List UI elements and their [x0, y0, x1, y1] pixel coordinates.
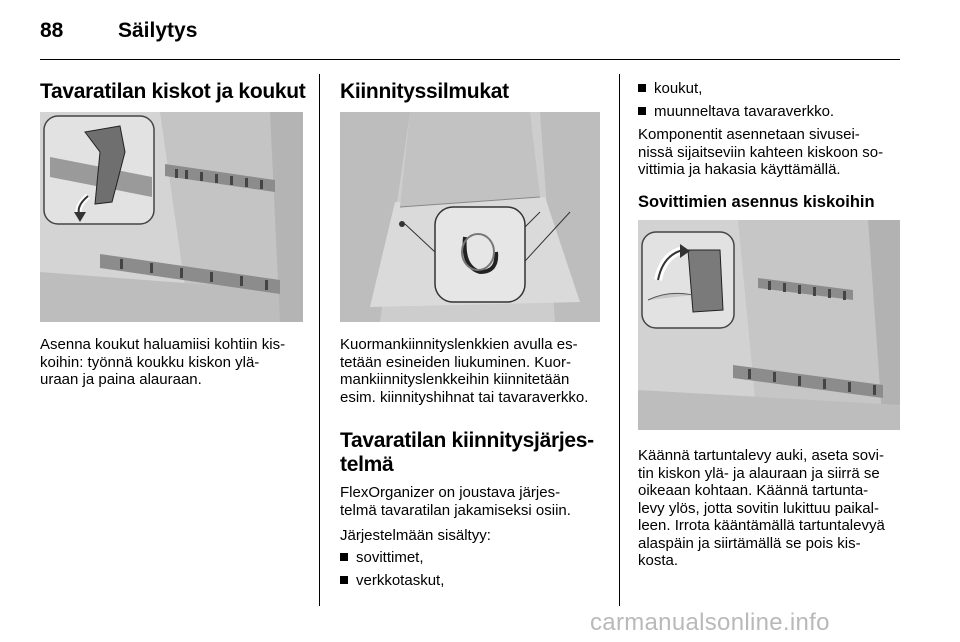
rails-hooks-heading: Tavaratilan kiskot ja koukut: [40, 80, 306, 103]
text-line: Komponentit asennetaan sivusei-: [638, 126, 860, 143]
list-item-text: verkkotaskut,: [356, 571, 445, 589]
text-line: uraan ja paina alauraan.: [40, 371, 202, 388]
rails-hooks-paragraph: [40, 336, 285, 389]
rails-hooks-figure: [40, 112, 303, 322]
components-install-paragraph: [638, 126, 883, 179]
text-line: tin kiskon ylä- ja alauraan ja siirrä se: [638, 464, 880, 482]
bullet-square-icon: [638, 84, 646, 92]
text-line: vittimia ja hakasia käyttämällä.: [638, 161, 841, 178]
heading-line: Tavaratilan kiinnitysjärjes-: [340, 429, 594, 452]
text-line: mankiinnityslenkkeihin kiinnitetään: [340, 371, 570, 388]
text-line: kosta.: [638, 552, 679, 569]
list-item: [638, 103, 834, 126]
adapter-fitting-paragraph: [638, 447, 885, 570]
lashing-eyes-drawing: [340, 112, 600, 322]
adapter-fitting-drawing: [638, 220, 900, 430]
text-line: tetään esineiden liukuminen. Kuor-: [340, 353, 571, 371]
text-line: leen. Irrota kääntämällä tartuntalevyä: [638, 517, 885, 534]
bullet-square-icon: [340, 553, 348, 561]
lashing-eyes-heading: Kiinnityssilmukat: [340, 80, 509, 103]
text-line: Käännä tartuntalevy auki, aseta sovi-: [638, 447, 884, 464]
text-line: Asenna koukut haluamiisi kohtiin kis-: [40, 336, 286, 353]
column-divider: [619, 74, 620, 606]
bullet-square-icon: [638, 107, 646, 115]
components-list: [340, 549, 444, 594]
text-line: esim. kiinnityshihnat tai tavaraverkko.: [340, 388, 589, 406]
text-line: FlexOrganizer on joustava järjes-: [340, 484, 561, 501]
page-number: 88: [40, 19, 64, 42]
list-item-text: muunneltava tavaraverkko.: [654, 102, 835, 120]
text-line: telmä tavaratilan jakamiseksi osiin.: [340, 501, 571, 519]
heading-line: telmä: [340, 453, 394, 476]
rails-hooks-drawing: [40, 112, 303, 322]
header-divider: [40, 59, 900, 60]
text-line: nissä sijaitseviin kahteen kiskoon so-: [638, 143, 884, 161]
system-includes-paragraph: Järjestelmään sisältyy:: [340, 527, 491, 544]
text-line: Kuormankiinnityslenkkien avulla es-: [340, 336, 578, 353]
flexorganizer-paragraph: [340, 484, 571, 519]
luggage-system-heading: [340, 429, 594, 477]
watermark: carmanualsonline.info: [590, 609, 830, 636]
list-item: [340, 572, 444, 595]
text-line: oikeaan kohtaan. Käännä tartunta-: [638, 482, 869, 499]
adapter-fitting-heading: Sovittimien asennus kiskoihin: [638, 193, 875, 211]
list-item: [340, 549, 444, 572]
section-title: Säilytys: [118, 19, 198, 42]
lashing-eyes-figure: [340, 112, 600, 322]
list-item-text: sovittimet,: [356, 549, 424, 566]
bullet-square-icon: [340, 576, 348, 584]
text-line: alaspäin ja siirtämällä se pois kis-: [638, 534, 861, 552]
components-list-continued: [638, 80, 834, 125]
text-line: levy ylös, jotta sovitin lukittuu paikal-: [638, 499, 879, 517]
list-item-text: koukut,: [654, 80, 703, 97]
text-line: koihin: työnnä koukku kiskon ylä-: [40, 353, 260, 371]
adapter-fitting-figure: [638, 220, 900, 430]
column-divider: [319, 74, 320, 606]
list-item: [638, 80, 834, 103]
lashing-eyes-paragraph: [340, 336, 588, 406]
